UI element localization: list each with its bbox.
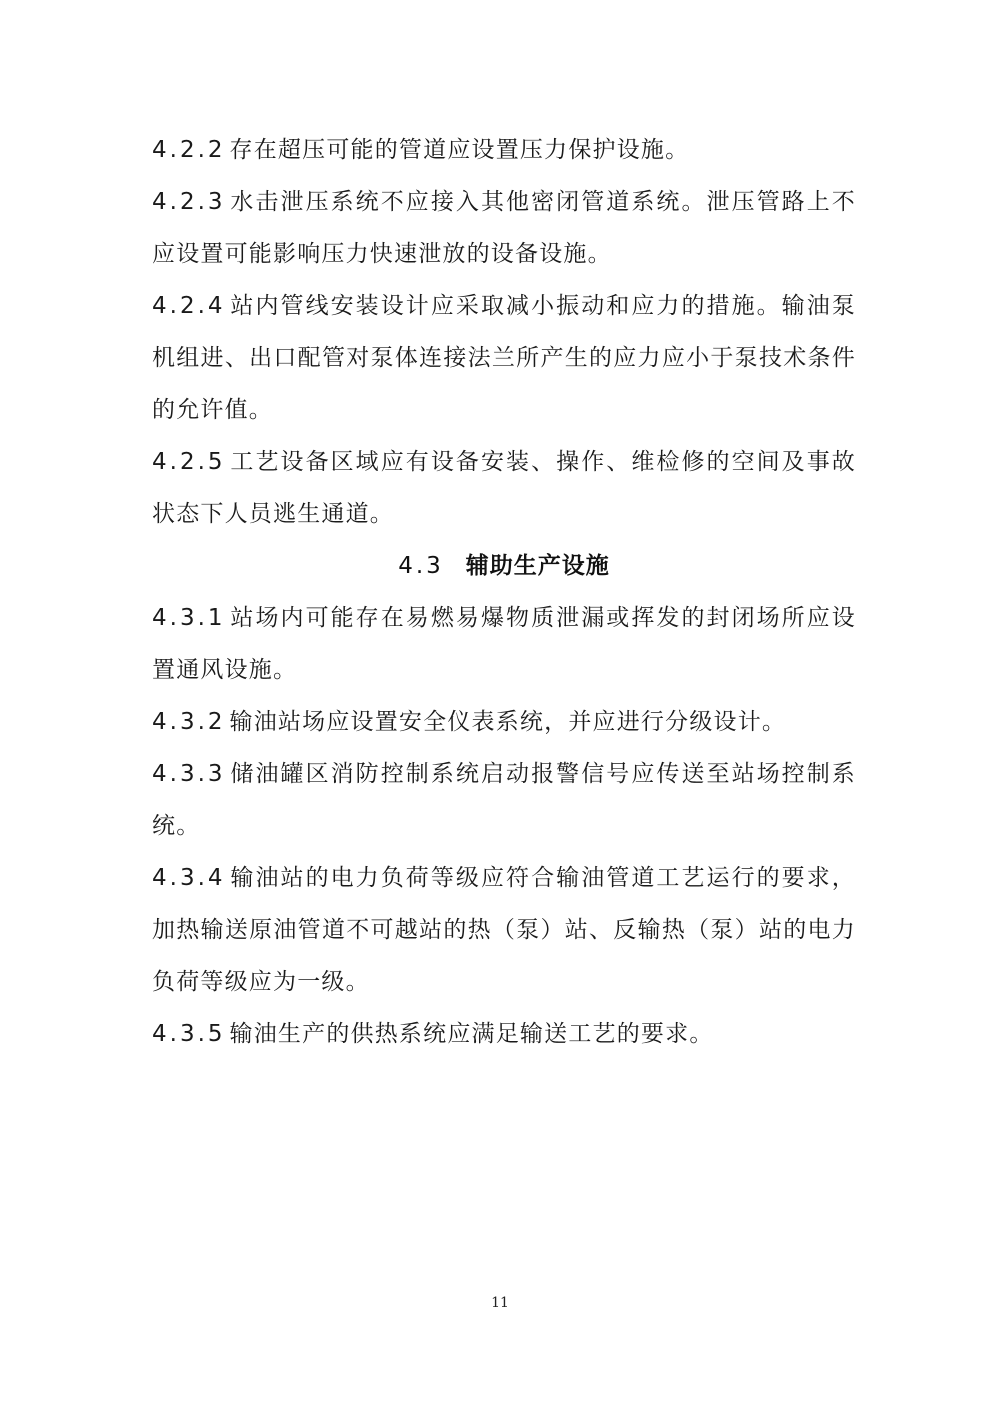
page-number: 11 <box>491 1295 509 1311</box>
clause-number: 4.3.2 <box>152 709 226 735</box>
clause-number: 4.2.5 <box>152 449 226 475</box>
clause-4-2-4 <box>152 280 856 436</box>
clause-number: 4.3.1 <box>152 605 226 631</box>
clause-number: 4.3.3 <box>152 761 226 787</box>
section-title: 辅助生产设施 <box>465 553 610 579</box>
clause-text: 工艺设备区域应有设备安装、操作、维检修的空间及事故状态下人员逃生通道。 <box>152 449 856 527</box>
section-heading <box>152 540 856 592</box>
clause-text: 输油站场应设置安全仪表系统，并应进行分级设计。 <box>229 709 787 735</box>
clause-4-3-4 <box>152 852 856 1008</box>
clause-4-3-5 <box>152 1008 856 1060</box>
clause-text: 站内管线安装设计应采取减小振动和应力的措施。输油泵机组进、出口配管对泵体连接法兰所产生的应力应小于泵技术条件的允许值。 <box>152 293 856 423</box>
clause-4-2-3 <box>152 176 856 280</box>
clause-text: 输油生产的供热系统应满足输送工艺的要求。 <box>229 1021 714 1047</box>
clause-text: 输油站的电力负荷等级应符合输油管道工艺运行的要求，加热输送原油管道不可越站的热（泵）站、反输热（泵）站的电力负荷等级应为一级。 <box>152 865 856 995</box>
clause-number: 4.3.4 <box>152 865 226 891</box>
clause-number: 4.2.4 <box>152 293 226 319</box>
clause-number: 4.2.2 <box>152 137 226 163</box>
clause-4-2-5 <box>152 436 856 540</box>
clause-4-2-2 <box>152 124 856 176</box>
clause-text: 储油罐区消防控制系统启动报警信号应传送至站场控制系统。 <box>152 761 856 839</box>
clause-number: 4.2.3 <box>152 189 226 215</box>
section-number: 4.3 <box>398 553 444 579</box>
clause-text: 站场内可能存在易燃易爆物质泄漏或挥发的封闭场所应设置通风设施。 <box>152 605 856 683</box>
clause-4-3-1 <box>152 592 856 696</box>
document-body <box>152 124 856 1060</box>
clause-4-3-2 <box>152 696 856 748</box>
clause-4-3-3 <box>152 748 856 852</box>
clause-text: 水击泄压系统不应接入其他密闭管道系统。泄压管路上不应设置可能影响压力快速泄放的设备设施。 <box>152 189 856 267</box>
clause-text: 存在超压可能的管道应设置压力保护设施。 <box>229 137 690 163</box>
clause-number: 4.3.5 <box>152 1021 226 1047</box>
